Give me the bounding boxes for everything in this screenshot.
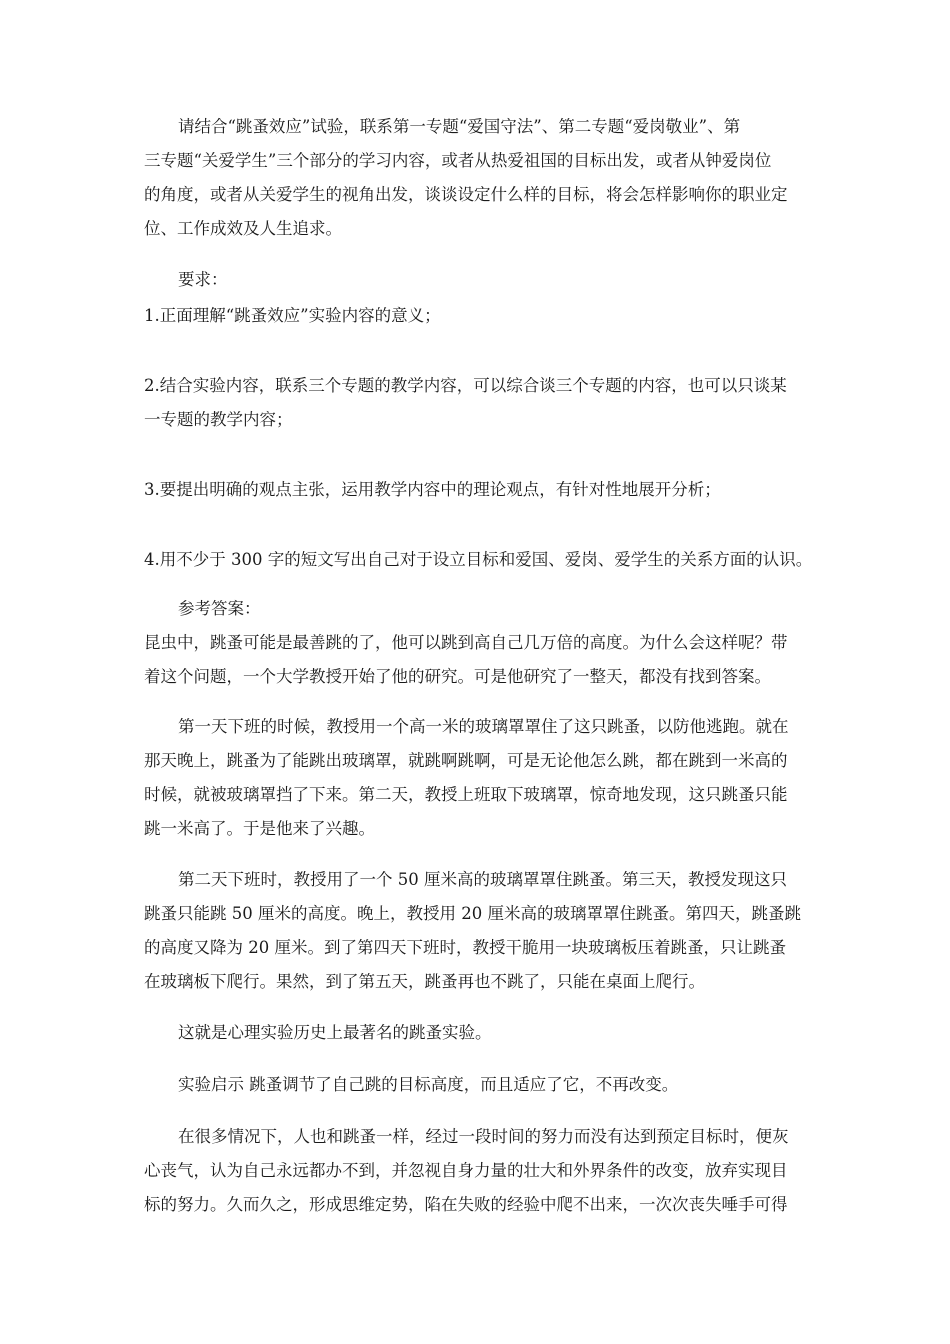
text-line: 要求：	[178, 270, 228, 289]
text-line: 时候，就被玻璃罩挡了下来。第二天，教授上班取下玻璃罩，惊奇地发现，这只跳蚤只能	[144, 785, 788, 804]
text-line: 跳蚤只能跳 50 厘米的高度。晚上，教授用 20 厘米高的玻璃罩罩住跳蚤。第四天，跳蚤跳	[144, 904, 801, 923]
text-line: 第一天下班的时候，教授用一个高一米的玻璃罩罩住了这只跳蚤，以防他逃跑。就在	[178, 717, 789, 736]
answer-paragraph-3	[144, 863, 824, 999]
text-line: 3.要提出明确的观点主张，运用教学内容中的理论观点，有针对性地展开分析；	[144, 480, 721, 499]
requirement-item-2	[144, 369, 824, 437]
text-line: 在玻璃板下爬行。果然，到了第五天，跳蚤再也不跳了，只能在桌面上爬行。	[144, 972, 705, 991]
requirement-item-3	[144, 473, 824, 507]
text-line: 跳一米高了。于是他来了兴趣。	[144, 819, 375, 838]
text-line: 着这个问题，一个大学教授开始了他的研究。可是他研究了一整天，都没有找到答案。	[144, 667, 771, 686]
text-line: 的高度又降为 20 厘米。到了第四天下班时，教授干脆用一块玻璃板压着跳蚤，只让跳蚤	[144, 938, 786, 957]
text-line: 标的努力。久而久之，形成思维定势，陷在失败的经验中爬不出来，一次次丧失唾手可得	[144, 1195, 788, 1214]
requirement-item-1	[144, 299, 824, 333]
requirements-heading	[144, 263, 824, 297]
text-line: 2.结合实验内容，联系三个专题的教学内容，可以综合谈三个专题的内容，也可以只谈某	[144, 376, 787, 395]
text-line: 一专题的教学内容；	[144, 410, 293, 429]
text-line: 参考答案：	[178, 599, 261, 618]
text-line: 心丧气，认为自己永远都办不到，并忽视自身力量的壮大和外界条件的改变，放弃实现目	[144, 1161, 788, 1180]
requirement-item-4	[144, 543, 824, 577]
text-line: 请结合“跳蚤效应”试验，联系第一专题“爱国守法”、第二专题“爱岗敬业”、第	[178, 117, 741, 136]
answer-paragraph-1	[144, 626, 824, 694]
text-line: 的角度，或者从关爱学生的视角出发，谈谈设定什么样的目标，将会怎样影响你的职业定	[144, 185, 788, 204]
text-line: 那天晚上，跳蚤为了能跳出玻璃罩，就跳啊跳啊，可是无论他怎么跳，都在跳到一米高的	[144, 751, 788, 770]
text-line: 1.正面理解“跳蚤效应”实验内容的意义；	[144, 306, 441, 325]
answer-paragraph-6	[144, 1120, 824, 1222]
answer-paragraph-2	[144, 710, 824, 846]
answer-paragraph-5	[144, 1068, 824, 1102]
text-line: 位、工作成效及人生追求。	[144, 219, 342, 238]
answer-heading	[144, 592, 824, 626]
text-line: 第二天下班时，教授用了一个 50 厘米高的玻璃罩罩住跳蚤。第三天，教授发现这只	[178, 870, 787, 889]
text-line: 昆虫中，跳蚤可能是最善跳的了，他可以跳到高自己几万倍的高度。为什么会这样呢？带	[144, 633, 788, 652]
text-line: 实验启示 跳蚤调节了自己跳的目标高度，而且适应了它，不再改变。	[178, 1075, 679, 1094]
question-paragraph	[144, 110, 824, 246]
text-line: 这就是心理实验历史上最著名的跳蚤实验。	[178, 1023, 492, 1042]
answer-paragraph-4	[144, 1016, 824, 1050]
text-line: 在很多情况下，人也和跳蚤一样，经过一段时间的努力而没有达到预定目标时，便灰	[178, 1127, 789, 1146]
text-line: 4.用不少于 300 字的短文写出自己对于设立目标和爱国、爱岗、爱学生的关系方面的认识。	[144, 550, 813, 569]
text-line: 三专题“关爱学生”三个部分的学习内容，或者从热爱祖国的目标出发，或者从钟爱岗位	[144, 151, 772, 170]
